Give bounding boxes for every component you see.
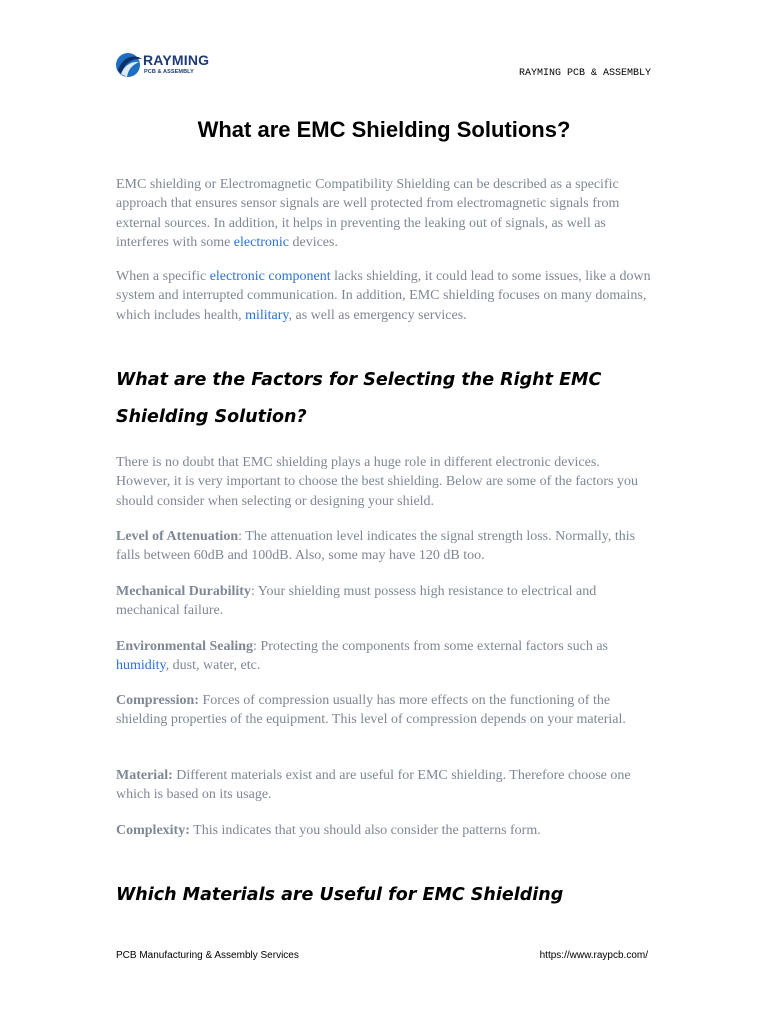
factor-text: Forces of compression usually has more effects on the functioning of the shielding properties of the equipment. This level of compression depends on your material. [116,693,626,728]
factor-complexity [116,821,656,840]
intro-p2-text: When a specific [116,269,210,284]
link-electronic[interactable]: electronic [233,234,289,250]
section-heading-factors: What are the Factors for Selecting the Right EMC Shielding Solution? [116,370,602,427]
intro-paragraph-1 [116,175,656,252]
factors-intro-paragraph: There is no doubt that EMC shielding plays a huge role in different electronic devices. However, it is very important to choose the best shielding. Below are some of the factors you should consider when selecting or designing your shield. [116,455,638,509]
logo-subtitle: PCB & ASSEMBLY [144,69,194,75]
company-logo [115,50,225,82]
link-electronic-component[interactable]: electronic component [209,269,331,284]
factor-compression [116,691,656,730]
factor-attenuation [116,527,656,566]
link-military[interactable]: military [245,307,289,323]
factor-text: This indicates that you should also consider the patterns form. [189,823,541,838]
intro-p2-middle: lacks shielding, it could lead to some issues, like a down system and interrupted communication. In addition, EMC shielding focuses on many domains, which includes health, [116,269,651,323]
intro-p1-end: devices. [288,234,338,250]
link-humidity[interactable]: humidity [116,658,166,674]
factor-term: Environmental Sealing [116,639,254,654]
factor-material [116,766,656,805]
factor-text: : Your shielding must possess high resistance to electrical and mechanical failure. [116,584,597,619]
logo-swirl-icon [115,50,143,80]
header-company-name: RAYMING PCB & ASSEMBLY [518,68,651,79]
logo-name: RAYMING [143,52,210,68]
factor-text-end: , dust, water, etc. [165,658,261,674]
intro-paragraph-2 [116,267,656,325]
factor-term: Material: [116,768,173,783]
page-title: What are EMC Shielding Solutions? [197,117,571,142]
factor-text: Different materials exist and are useful for EMC shielding. Therefore choose one which is based on its usage. [116,768,631,803]
factor-term: Mechanical Durability [116,584,251,599]
factor-text: : The attenuation level indicates the signal strength loss. Normally, this falls between 60dB and 100dB. Also, some may have 120 dB too. [116,529,636,564]
factor-environmental-sealing [116,637,656,676]
intro-p2-end: , as well as emergency services. [288,307,467,323]
intro-p1-text: EMC shielding or Electromagnetic Compatibility Shielding can be described as a specific approach that ensures sensor signals are well protected from electromagnetic signals from external sources. In addition, it helps in preventing the leaking out of signals, as well as interferes with some [116,177,620,250]
factor-text: : Protecting the components from some external factors such as [253,639,609,654]
factor-term: Level of Attenuation [116,529,239,544]
factor-mechanical-durability [116,582,656,621]
footer-url[interactable]: https://www.raypcb.com/ [539,950,648,961]
section-heading-materials: Which Materials are Useful for EMC Shielding [116,885,564,905]
factor-term: Complexity: [116,823,190,838]
footer-services: PCB Manufacturing & Assembly Services [116,950,299,961]
factor-term: Compression: [116,693,199,708]
